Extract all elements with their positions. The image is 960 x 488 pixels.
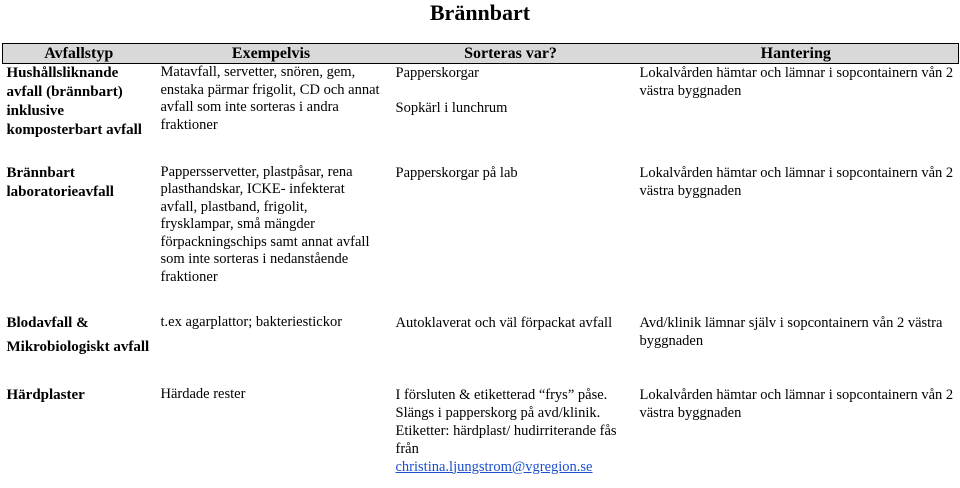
handling-cell: Avd/klinik lämnar själv i sopcontainern vån 2 västra byggnaden (639, 314, 943, 349)
where-line: Papperskorgar (395, 65, 479, 81)
header-exempelvis: Exempelvis (155, 44, 388, 64)
where-cell (388, 386, 634, 482)
header-hantering: Hantering (634, 44, 959, 64)
document-title: Brännbart (429, 0, 531, 25)
waste-type-cell: Härdplaster (6, 386, 85, 403)
examples-cell: Pappersservetter, plastpåsar, rena plasthandskar, ICKE- infekterat avfall, plastband, frigolit, frysklampar, små mängder förpackningschips samt annat avfall som inte sorteras i nedanstående fraktioner (160, 163, 370, 285)
waste-type-cell: Hushållsliknande avfall (brännbart) inklusive komposterbart avfall (6, 65, 142, 138)
where-cell: Autoklaverat och väl förpackat avfall (395, 314, 613, 331)
table-row (3, 164, 959, 314)
waste-type-cell: Brännbart laboratorieavfall (6, 164, 114, 200)
waste-sorting-table (2, 43, 959, 482)
header-sorteras-var: Sorteras var? (388, 44, 634, 64)
examples-cell: Matavfall, servetter, snören, gem, enstaka pärmar frigolit, CD och annat avfall som inte sorteras i andra fraktioner (160, 64, 380, 133)
examples-cell: Härdade rester (160, 385, 246, 402)
table-row (3, 64, 959, 164)
table-row (3, 314, 959, 386)
handling-cell: Lokalvården hämtar och lämnar i sopcontainern vån 2 västra byggnaden (639, 164, 954, 199)
handling-cell: Lokalvården hämtar och lämnar i sopcontainern vån 2 västra byggnaden (639, 386, 954, 421)
where-cell (388, 64, 634, 164)
table-row (3, 386, 959, 482)
email-link[interactable]: christina.ljungstrom@vgregion.se (395, 458, 593, 475)
where-cell: Papperskorgar på lab (395, 164, 518, 181)
waste-type-line: Blodavfall & (6, 314, 89, 331)
examples-cell: t.ex agarplattor; bakteriestickor (160, 313, 343, 330)
where-text: I försluten & etiketterad “frys” påse. Slängs i papperskorg på avd/klinik. Etiketter: härdplast/ hudirriterande fås från (395, 386, 617, 457)
waste-type-line: Mikrobiologiskt avfall (6, 338, 150, 355)
where-line: Sopkärl i lunchrum (395, 100, 508, 116)
waste-type-cell (3, 314, 155, 386)
table-header-row (3, 44, 959, 64)
handling-cell: Lokalvården hämtar och lämnar i sopcontainern vån 2 västra byggnaden (639, 65, 954, 99)
header-avfallstyp: Avfallstyp (3, 44, 155, 64)
